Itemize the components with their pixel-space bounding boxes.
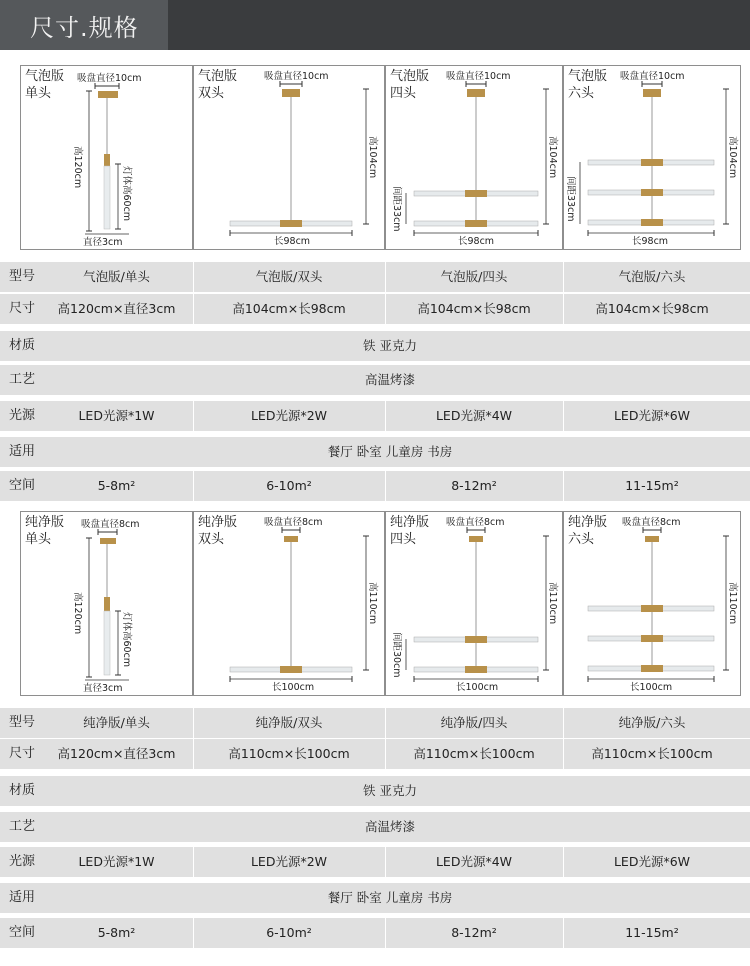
light-cell: LED光源*1W bbox=[78, 854, 155, 869]
model-row bbox=[0, 708, 750, 738]
space-cell: 6-10m² bbox=[266, 478, 312, 493]
single-head-drawing bbox=[21, 66, 194, 251]
light-source-row bbox=[0, 847, 750, 877]
height-label: 高104cm bbox=[727, 136, 738, 179]
space-cell: 11-15m² bbox=[625, 925, 679, 940]
model-row bbox=[0, 262, 750, 292]
panel-double-head bbox=[193, 65, 385, 250]
length-label: 长98cm bbox=[274, 236, 311, 247]
light-cell: LED光源*6W bbox=[613, 854, 691, 869]
diameter-label: 直径3cm bbox=[83, 237, 123, 248]
model-cell: 气泡版/六头 bbox=[618, 269, 686, 284]
length-label: 长100cm bbox=[630, 682, 673, 693]
material-row bbox=[0, 776, 750, 806]
base-diameter-label: 吸盘直径8cm bbox=[446, 517, 505, 528]
row-label: 光源 bbox=[9, 408, 36, 423]
panel-type: 纯净版 bbox=[198, 515, 238, 530]
panel-single-head bbox=[20, 65, 193, 250]
panel-heads: 双头 bbox=[198, 532, 225, 547]
base-diameter-label: 吸盘直径10cm bbox=[620, 71, 685, 82]
suitable-cell: 餐厅 卧室 儿童房 书房 bbox=[327, 890, 453, 905]
base-diameter-label: 吸盘直径8cm bbox=[264, 517, 323, 528]
suitable-cell: 餐厅 卧室 儿童房 书房 bbox=[327, 444, 453, 459]
size-cell: 高110cm×长100cm bbox=[591, 746, 713, 761]
material-cell: 铁 亚克力 bbox=[363, 338, 417, 353]
panel-type: 气泡版 bbox=[568, 69, 608, 84]
ceiling-canopy bbox=[98, 91, 118, 98]
row-label: 材质 bbox=[9, 783, 36, 798]
size-cell: 高120cm×直径3cm bbox=[57, 301, 176, 316]
page-title: 尺寸.规格 bbox=[30, 14, 139, 42]
row-label: 适用 bbox=[9, 444, 36, 459]
size-cell: 高110cm×长100cm bbox=[413, 746, 535, 761]
row-label: 光源 bbox=[9, 854, 36, 869]
gap-label: 间距33cm bbox=[391, 186, 402, 232]
panel-six-head bbox=[563, 65, 741, 250]
light-cell: LED光源*1W bbox=[78, 408, 155, 423]
bubble-version-section bbox=[0, 65, 750, 505]
panel-heads: 六头 bbox=[568, 86, 595, 101]
base-diameter-label: 吸盘直径10cm bbox=[77, 73, 142, 84]
light-cell: LED光源*4W bbox=[435, 854, 513, 869]
height-label: 高104cm bbox=[367, 136, 378, 179]
six-head-drawing bbox=[564, 512, 742, 697]
row-label: 尺寸 bbox=[9, 746, 36, 761]
model-cell: 纯净版/四头 bbox=[440, 715, 508, 730]
base-diameter-label: 吸盘直径10cm bbox=[446, 71, 511, 82]
craft-row bbox=[0, 812, 750, 842]
height-label: 高120cm bbox=[72, 146, 83, 189]
height-label: 高110cm bbox=[727, 582, 738, 625]
model-cell: 纯净版/单头 bbox=[83, 715, 150, 730]
row-label: 型号 bbox=[9, 269, 36, 284]
model-cell: 纯净版/六头 bbox=[618, 715, 686, 730]
material-cell: 铁 亚克力 bbox=[363, 783, 417, 798]
craft-cell: 高温烤漆 bbox=[364, 372, 415, 387]
section-header bbox=[0, 0, 750, 50]
material-row bbox=[0, 331, 750, 361]
size-cell: 高104cm×长98cm bbox=[595, 301, 709, 316]
gap-label: 间距30cm bbox=[391, 632, 402, 678]
space-cell: 8-12m² bbox=[451, 925, 497, 940]
space-cell: 8-12m² bbox=[451, 478, 497, 493]
base-diameter-label: 吸盘直径10cm bbox=[264, 71, 329, 82]
space-cell: 6-10m² bbox=[266, 925, 312, 940]
row-label: 尺寸 bbox=[9, 301, 36, 316]
panel-type: 气泡版 bbox=[390, 69, 430, 84]
model-cell: 气泡版/双头 bbox=[255, 269, 323, 284]
model-cell: 气泡版/四头 bbox=[440, 269, 508, 284]
panel-heads: 六头 bbox=[568, 532, 595, 547]
panel-double-head bbox=[193, 511, 385, 696]
diameter-label: 直径3cm bbox=[83, 683, 123, 694]
suitable-row bbox=[0, 883, 750, 913]
size-cell: 高104cm×长98cm bbox=[417, 301, 531, 316]
panel-type: 气泡版 bbox=[25, 69, 65, 84]
panel-type: 气泡版 bbox=[198, 69, 238, 84]
size-cell: 高104cm×长98cm bbox=[232, 301, 346, 316]
row-label: 适用 bbox=[9, 890, 36, 905]
double-head-drawing bbox=[194, 66, 386, 251]
row-label: 工艺 bbox=[9, 372, 36, 387]
size-cell: 高110cm×长100cm bbox=[228, 746, 350, 761]
panel-four-head bbox=[385, 65, 563, 250]
size-row bbox=[0, 294, 750, 324]
panel-heads: 双头 bbox=[198, 86, 225, 101]
row-label: 空间 bbox=[9, 925, 36, 940]
space-row bbox=[0, 918, 750, 948]
space-cell: 11-15m² bbox=[625, 478, 679, 493]
light-tube bbox=[104, 166, 110, 229]
space-cell: 5-8m² bbox=[97, 478, 136, 493]
light-source-row bbox=[0, 401, 750, 431]
panel-heads: 单头 bbox=[25, 532, 52, 547]
light-cell: LED光源*6W bbox=[613, 408, 691, 423]
length-label: 长98cm bbox=[458, 236, 495, 247]
size-row bbox=[0, 739, 750, 769]
length-label: 长98cm bbox=[632, 236, 669, 247]
panel-heads: 四头 bbox=[390, 86, 417, 101]
panel-six-head bbox=[563, 511, 741, 696]
body-height-label: 灯体高60cm bbox=[121, 612, 132, 668]
four-head-drawing bbox=[386, 512, 564, 697]
panel-type: 纯净版 bbox=[25, 515, 65, 530]
panel-type: 纯净版 bbox=[390, 515, 430, 530]
row-label: 空间 bbox=[9, 478, 36, 493]
six-head-drawing bbox=[564, 66, 742, 251]
double-head-drawing bbox=[194, 512, 386, 697]
panel-heads: 四头 bbox=[390, 532, 417, 547]
light-tube bbox=[104, 611, 110, 675]
panel-single-head bbox=[20, 511, 193, 696]
row-label: 材质 bbox=[9, 338, 36, 353]
height-label: 高110cm bbox=[547, 582, 558, 625]
row-label: 型号 bbox=[9, 715, 36, 730]
panel-heads: 单头 bbox=[25, 86, 52, 101]
model-cell: 纯净版/双头 bbox=[255, 715, 323, 730]
height-label: 高104cm bbox=[547, 136, 558, 179]
base-diameter-label: 吸盘直径8cm bbox=[81, 519, 140, 530]
panel-four-head bbox=[385, 511, 563, 696]
light-cell: LED光源*4W bbox=[435, 408, 513, 423]
pure-version-section bbox=[0, 511, 750, 961]
space-cell: 5-8m² bbox=[97, 925, 136, 940]
height-label: 高120cm bbox=[72, 592, 83, 635]
length-label: 长100cm bbox=[272, 682, 315, 693]
row-label: 工艺 bbox=[9, 819, 36, 834]
size-cell: 高120cm×直径3cm bbox=[57, 746, 176, 761]
light-cell: LED光源*2W bbox=[250, 408, 328, 423]
suitable-row bbox=[0, 437, 750, 467]
gap-label: 间距33cm bbox=[565, 176, 576, 222]
craft-cell: 高温烤漆 bbox=[364, 819, 415, 834]
craft-row bbox=[0, 365, 750, 395]
single-head-drawing bbox=[21, 512, 194, 697]
base-diameter-label: 吸盘直径8cm bbox=[622, 517, 681, 528]
body-height-label: 灯体高60cm bbox=[121, 166, 132, 222]
light-cell: LED光源*2W bbox=[250, 854, 328, 869]
height-label: 高110cm bbox=[367, 582, 378, 625]
space-row bbox=[0, 471, 750, 501]
four-head-drawing bbox=[386, 66, 564, 251]
length-label: 长100cm bbox=[456, 682, 499, 693]
panel-type: 纯净版 bbox=[568, 515, 608, 530]
model-cell: 气泡版/单头 bbox=[83, 269, 150, 284]
